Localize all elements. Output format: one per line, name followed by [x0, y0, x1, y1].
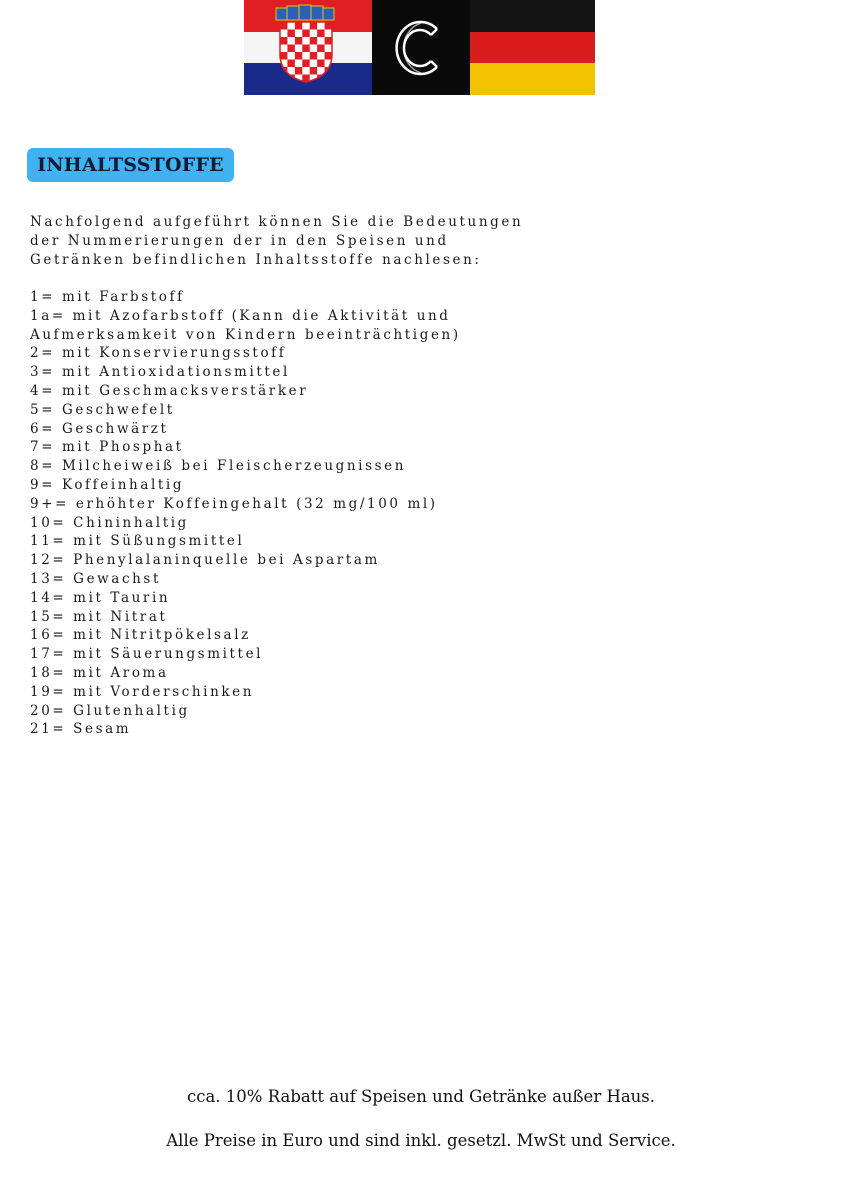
- croatia-flag-icon: [244, 0, 372, 95]
- ingredient-list: [30, 288, 630, 739]
- list-item: 8= Milcheiweiß bei Fleischerzeugnissen: [30, 458, 407, 475]
- list-item: 16= mit Nitritpökelsalz: [30, 627, 251, 644]
- list-item: 7= mit Phosphat: [30, 439, 184, 456]
- list-item: 21= Sesam: [30, 721, 132, 738]
- list-item: 1a= mit Azofarbstoff (Kann die Aktivität und Aufmerksamkeit von Kindern beeinträchtigen): [30, 307, 461, 343]
- germany-flag-icon: [470, 0, 595, 95]
- list-item: 3= mit Antioxidationsmittel: [30, 364, 290, 381]
- list-item: 20= Glutenhaltig: [30, 702, 190, 719]
- intro-text: Nachfolgend aufgeführt können Sie die Bedeutungen der Nummerierungen der in den Speisen und Getränken befindlichen Inhaltsstoffe nachlesen:: [30, 214, 524, 268]
- header-banner: [244, 0, 595, 95]
- list-item: 1= mit Farbstoff: [30, 289, 185, 305]
- list-item: 11= mit Süßungsmittel: [30, 533, 245, 550]
- list-item: 10= Chininhaltig: [30, 514, 189, 531]
- list-item: 18= mit Aroma: [30, 664, 169, 681]
- list-item: 9+= erhöhter Koffeingehalt (32 mg/100 ml): [30, 495, 438, 512]
- list-item: 15= mit Nitrat: [30, 608, 168, 625]
- list-item: 19= mit Vorderschinken: [30, 683, 255, 700]
- croatian-coat-of-arms-icon: [274, 4, 338, 84]
- footer-discount-note: cca. 10% Rabatt auf Speisen und Getränke außer Haus.: [186, 1087, 656, 1106]
- list-item: 5= Geschwefelt: [30, 401, 175, 418]
- list-item: 14= mit Taurin: [30, 589, 171, 606]
- list-item: 13= Gewachst: [30, 570, 161, 587]
- list-item: 6= Geschwärzt: [30, 420, 169, 437]
- c-logo-icon: [391, 13, 451, 83]
- list-item: 17= mit Säuerungsmittel: [30, 646, 264, 663]
- section-heading: INHALTSSTOFFE: [27, 148, 234, 182]
- list-item: 2= mit Konservierungsstoff: [30, 345, 287, 362]
- list-item: 4= mit Geschmacksverstärker: [30, 382, 309, 399]
- list-item: 12= Phenylalaninquelle bei Aspartam: [30, 552, 380, 569]
- footer-price-note: Alle Preise in Euro und sind inkl. gesetzl. MwSt und Service.: [166, 1131, 676, 1150]
- logo: [372, 0, 470, 95]
- list-item: 9= Koffeinhaltig: [30, 476, 185, 493]
